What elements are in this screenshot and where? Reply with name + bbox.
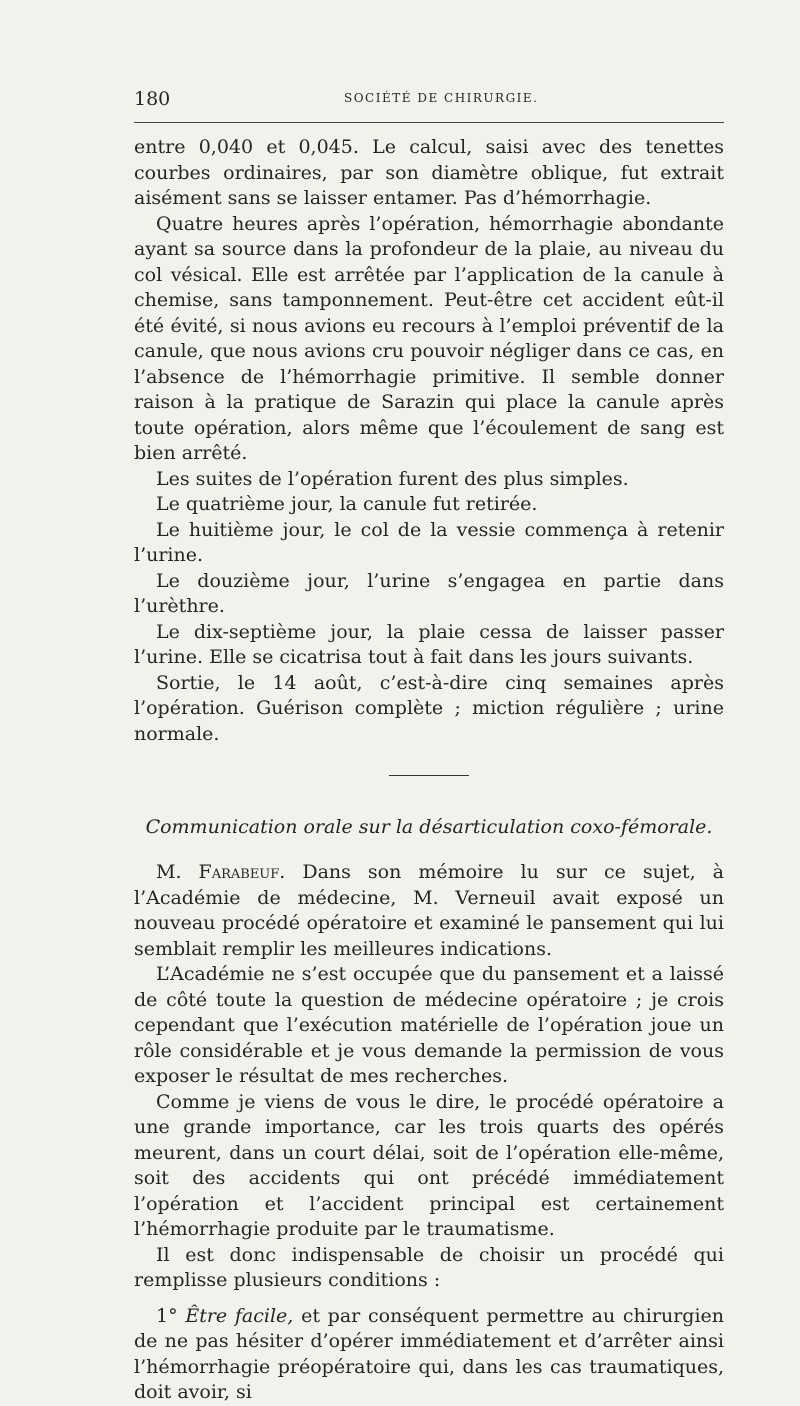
running-head — [134, 88, 724, 116]
list-item — [134, 1304, 724, 1406]
case-paragraph: Le douzième jour, l’urine s’engagea en partie dans l’urèthre. — [134, 569, 724, 617]
case-paragraph: Le quatrième jour, la canule fut retirée. — [156, 493, 538, 515]
case-paragraph: Le huitième jour, le col de la vessie commença à retenir l’urine. — [134, 518, 724, 566]
section-paragraph: Il est donc indispensable de choisir un procédé qui remplisse plusieurs conditions : — [134, 1243, 724, 1291]
case-paragraph: Sortie, le 14 août, c’est-à-dire cinq semaines après l’opération. Guérison complète ; miction régulière ; urine normale. — [134, 671, 724, 745]
section-title: Communication orale sur la désarticulation coxo-fémorale. — [145, 816, 713, 838]
section-paragraph: Comme je viens de vous le dire, le procédé opératoire a une grande importance, car les trois quarts des opérés meurent, dans un court délai, soit de l’opération elle-même, soit des accidents qui ont précédé immédiatement l’opération et l’accident principal est certainement l’hémorrhagie produite par le traumatisme. — [134, 1090, 724, 1240]
list-emphasis: Être facile, — [185, 1304, 294, 1327]
page — [134, 88, 724, 1406]
section-paragraph: L’Académie ne s’est occupée que du pansement et a laissé de côté toute la question de médecine opératoire ; je crois cependant que l’exécution matérielle de l’opération joue un rôle considérable et je vous demande la permission de vous exposer le résultat de mes recherches. — [134, 963, 724, 1087]
paragraph-text: Dans son mémoire lu sur ce sujet, à l’Académie de médecine, M. Verneuil avait exposé un nouveau procédé opératoire et examiné le pansement qui lui semblait remplir les meilleures indications. — [134, 861, 724, 960]
section-separator — [389, 775, 469, 776]
header-rule — [134, 122, 724, 123]
list-text: et par conséquent permettre au chirurgien de ne pas hésiter d’opérer immédiatement et d’arrêter ainsi l’hémorrhagie préopératoire qui, dans les cas traumatiques, doit avoir, si — [134, 1304, 724, 1403]
case-paragraph: Les suites de l’opération furent des plus simples. — [156, 467, 629, 490]
section-paragraph — [134, 860, 724, 962]
case-paragraph: Quatre heures après l’opération, hémorrhagie abondante ayant sa source dans la profondeur de la plaie, au niveau du col vésical. Elle est arrêtée par l’application de la canule à chemise, sans tamponnement. Peut-être cet accident eût-il été évité, si nous avions eu recours à l’emploi préventif de la canule, que nous avions cru pouvoir négliger dans ce cas, en l’absence de l’hémorrhagie primitive. Il semble donner raison à la pratique de Sarazin qui place la canule après toute opération, alors même que l’écoulement de sang est bien arrêté. — [134, 212, 724, 464]
list-number: 1° — [156, 1304, 178, 1327]
case-paragraph: Le dix-septième jour, la plaie cessa de laisser passer l’urine. Elle se cicatrisa tout à fait dans les jours suivants. — [134, 620, 724, 668]
speaker-name: M. Farabeuf. — [156, 861, 286, 883]
page-number: 180 — [134, 88, 171, 110]
running-title: SOCIÉTÉ DE CHIRURGIE. — [344, 91, 539, 105]
case-paragraph: entre 0,040 et 0,045. Le calcul, saisi avec des tenettes courbes ordinaires, par son diamètre oblique, fut extrait aisément sans se laisser entamer. Pas d’hémorrhagie. — [134, 136, 724, 209]
